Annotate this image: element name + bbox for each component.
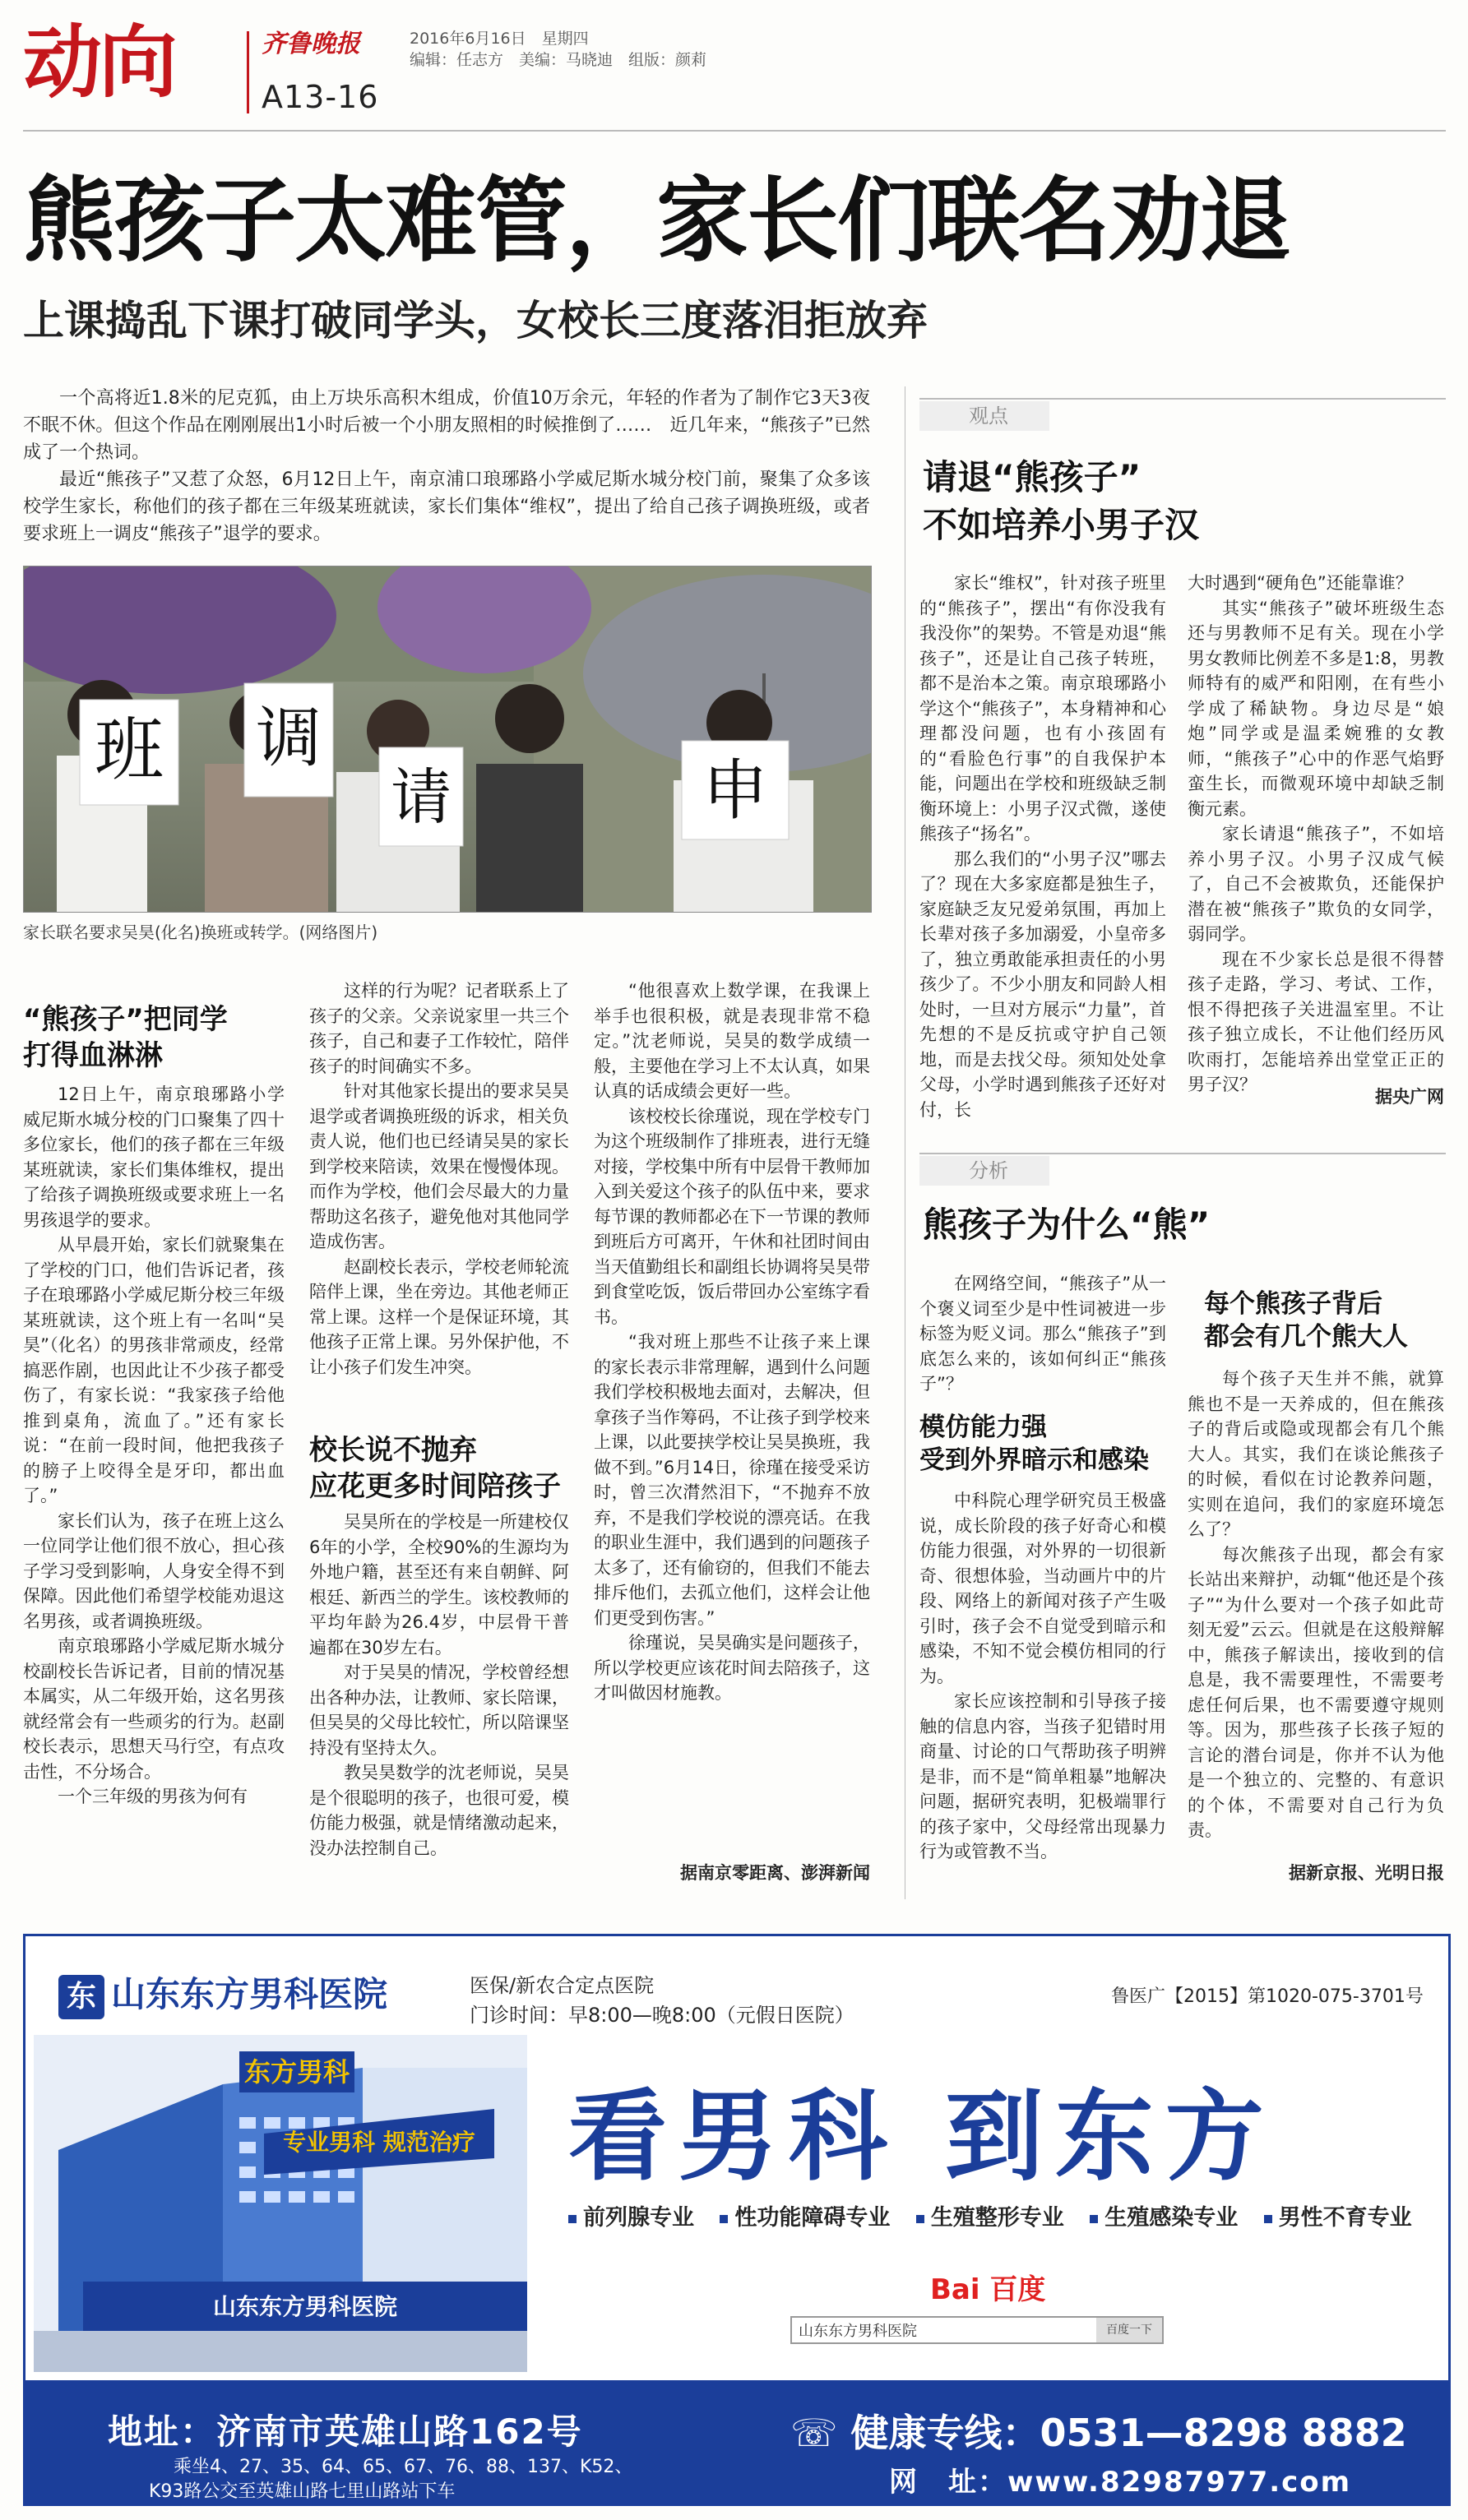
opinion-title-line: 不如培养小男子汉 — [923, 505, 1200, 545]
masthead-divider — [247, 31, 249, 113]
analysis-subtitle — [919, 1411, 1166, 1477]
analysis-tab: 分析 — [919, 1156, 1049, 1186]
subtitle-line: 每个熊孩子背后 — [1204, 1289, 1382, 1319]
paragraph: 从早晨开始，家长们就聚集在了学校的门口，他们告诉记者，孩子在琅琊路小学威尼斯分校三年级某班就读，这个班上有一名叫“吴昊”（化名）的男孩非常顽皮，经常搞恶作剧，也因此让不少孩子都受伤了，有家长说：“我家孩子给他推到桌角，流血了。”还有家长说：“在前一段时间，他把我孩子的膀子上咬得全是牙印，都出血了。” — [23, 1235, 285, 1505]
analysis-header — [919, 1153, 1446, 1183]
insurance-designation: 医保/新农合定点医院 — [470, 1974, 655, 1997]
service-item: 生殖感染专业 — [1090, 2205, 1238, 2231]
paragraph: 赵副校长表示，学校老师轮流陪伴上课，坐在旁边。其他老师正常上课。这样一个是保证环境，其他孩子正常上课。另外保护他，不让小孩子们发生冲突。 — [309, 1256, 569, 1377]
analysis-column-1 — [919, 1488, 1166, 1865]
service-item: 男性不育专业 — [1264, 2205, 1412, 2231]
analysis-subtitle — [1204, 1288, 1444, 1353]
paragraph: 徐瑾说，吴昊确实是问题孩子，所以学校更应该花时间去陪孩子，这才叫做因材施教。 — [594, 1633, 870, 1703]
section-title — [309, 1432, 569, 1505]
banner-text: 专业男科 规范治疗 — [283, 2129, 475, 2156]
editors-line: 编辑：任志方 美编：马晓迪 组版：颜莉 — [410, 51, 707, 69]
advertisement — [23, 1934, 1451, 2506]
paragraph: 每个孩子天生并不熊，就算熊也不是一天养成的，但在熊孩子的背后或隐或现都会有几个熊大人。其实，我们在谈论熊孩子的时候，看似在讨论教养问题，实则在追问，我们的家庭环境怎么了？ — [1188, 1369, 1444, 1539]
subheadline: 上课捣乱下课打破同学头，女校长三度落泪拒放弃 — [23, 297, 928, 344]
ad-footer-bar — [25, 2380, 1448, 2504]
analysis-column-2 — [1188, 1366, 1444, 1843]
entrance-sign: 山东东方男科医院 — [212, 2293, 398, 2320]
paragraph: 吴昊所在的学校是一所建校仅6年的小学，全校90%的生源均为外地户籍，甚至还有来自朝鲜、阿根廷、新西兰的学生。该校教师的平均年龄为26.4岁，中层骨干普遍都在30岁左右。 — [309, 1512, 569, 1658]
headline: 熊孩子太难管，家长们联名劝退 — [23, 168, 1290, 275]
paragraph: 那么我们的“小男子汉”哪去了？现在大多家庭都是独生子，家庭缺乏友兄爱弟氛围，再加上长辈对孩子多加溺爱，小皇帝多了，独立勇敢能承担责任的小男孩少了。不少小朋友和同龄人相处时，一旦对方展示“力量”，首先想的不是反抗或守护自己领地，而是去找父母。须知处处拿父母，小学时遇到熊孩子还好对付，长 — [919, 848, 1166, 1120]
paragraph: 南京琅琊路小学威尼斯水城分校副校长告诉记者，目前的情况基本属实，从二年级开始，这名男孩就经常会有一些顽劣的行为。赵副校长表示，思想天马行空，有点攻击性，不分场合。 — [23, 1636, 285, 1782]
sign-char: 班 — [94, 710, 164, 790]
website: 网 址：www.82987977.com — [889, 2466, 1352, 2499]
building-illustration — [34, 2035, 527, 2372]
sign-char: 申 — [702, 752, 768, 829]
baidu-logo: Bai 百度 — [930, 2273, 1046, 2306]
paragraph: 家长请退“熊孩子”，不如培养小男子汉。小男子汉成气候了，自己不会被欺负，还能保护潜在被“熊孩子”欺负的女同学，弱同学。 — [1188, 824, 1444, 944]
sign-char: 调 — [256, 700, 322, 776]
bus-route: K93路公交至英雄山路七里山路站下车 — [149, 2481, 456, 2502]
hospital-logo-icon: 东 — [58, 1975, 104, 2019]
article-column-1 — [23, 1082, 285, 1810]
section-title-line: 校长说不抛弃 — [309, 1434, 477, 1467]
building-sign: 东方男科 — [243, 2056, 350, 2088]
paragraph: 其实“熊孩子”破坏班级生态还与男教师不足有关。现在小学男女教师比例差不多是1:8，男教师特有的威严和阳刚，在有些小学成了稀缺物。身边尽是“娘炮”同学或是温柔婉雅的女教师，“熊孩子”心中的作恶气焰野蛮生长，而微观环境中却缺乏制衡元素。 — [1188, 598, 1444, 819]
service-item: 生殖整形专业 — [916, 2205, 1064, 2231]
paragraph: 12日上午，南京琅琊路小学威尼斯水城分校的门口聚集了四十多位家长，他们的孩子都在三年级某班就读，家长们集体维权，提出了给孩子调换班级或要求班上一名男孩退学的要求。 — [23, 1084, 285, 1230]
paragraph: “他很喜欢上数学课，在我课上举手也很积极，就是表现非常不稳定。”沈老师说，吴昊的数学成绩一般，主要他在学习上不太认真，如果认真的话成绩会更好一些。 — [594, 981, 870, 1101]
section-tag: 动向 — [23, 16, 174, 109]
paragraph: 家长“维权”，针对孩子班里的“熊孩子”，摆出“有你没我有我没你”的架势。不管是劝退“熊孩子”，还是让自己孩子转班，都不是治本之策。南京琅琊路小学这个“熊孩子”，本身精神和心理都没问题，也有小孩固有的“看脸色行事”的自我保护本能，问题出在学校和班级缺乏制衡环境上：小男子汉式微，遂使熊孩子“扬名”。 — [919, 573, 1166, 844]
section-title-line: “熊孩子”把同学 — [23, 1003, 228, 1036]
paragraph: 针对其他家长提出的要求吴昊退学或者调换班级的诉求，相关负责人说，他们也已经请吴昊的家长到学校来陪读，效果在慢慢体现。而作为学校，他们会尽最大的力量帮助这名孩子，避免他对其他同学造成伤害。 — [309, 1081, 569, 1251]
section-title — [23, 1001, 278, 1074]
opinion-title-line: 请退“熊孩子” — [923, 457, 1142, 497]
protest-photo — [24, 566, 871, 912]
opinion-header — [919, 398, 1446, 428]
opinion-source: 据央广网 — [1375, 1087, 1444, 1107]
opinion-column-1 — [919, 571, 1166, 1122]
article-source: 据南京零距离、澎湃新闻 — [680, 1863, 870, 1883]
bus-route: 乘坐4、27、35、64、65、67、76、88、137、K52、 — [174, 2457, 633, 2477]
paragraph: 每次熊孩子出现，都会有家长站出来辩护，动辄“他还是个孩子”“为什么要对一个孩子如此苛刻无爱”云云。但就是在这般辩解中，熊孩子解读出，接收到的信息是，我不需要理性，不需要考虑任何后果，也不需要遵守规则等。因为，那些孩子长孩子短的言论的潜台词是，你并不认为他是一个独立的、完整的、有意识的个体，不需要对自己行为负责。 — [1188, 1544, 1444, 1840]
section-title-line: 应花更多时间陪孩子 — [309, 1470, 561, 1503]
paragraph: 在网络空间，“熊孩子”从一个褒义词至少是中性词被进一步标签为贬义词。那么“熊孩子”到底怎么来的，该如何纠正“熊孩子”？ — [919, 1274, 1166, 1394]
paragraph: 教吴昊数学的沈老师说，吴昊是个很聪明的孩子，也很可爱，模仿能力极强，就是情绪激动起来，没办法控制自己。 — [309, 1763, 569, 1858]
paragraph: 该校校长徐瑾说，现在学校专门为这个班级制作了排班表，进行无缝对接，学校集中所有中层骨干教师加入到关爱这个孩子的队伍中来，要求每节课的教师都必在下一节课的教师到班后方可离开，午休和社团时间由当天值勤组长和副组长协调将吴昊带到食堂吃饭，饭后带回办公室练字看书。 — [594, 1106, 870, 1327]
address: 地址：济南市英雄山路162号 — [108, 2411, 583, 2452]
hospital-logo — [58, 1967, 387, 2019]
clinic-hours: 门诊时间：早8:00—晚8:00（元假日医院） — [470, 2004, 854, 2027]
analysis-source: 据新京报、光明日报 — [1289, 1863, 1444, 1883]
paragraph: 家长应该控制和引导孩子接触的信息内容，当孩子犯错时用商量、讨论的口气帮助孩子明辨是非，而不是“简单粗暴”地解决问题，据研究表明，犯极端罪行的孩子家中，父母经常出现暴力行为或管教不当。 — [919, 1691, 1166, 1861]
paragraph: 家长们认为，孩子在班上这么一位同学让他们很不放心，担心孩子学习受到影响，人身安全得不到保障。因此他们希望学校能劝退这名男孩，或者调换班级。 — [23, 1510, 285, 1631]
search-button[interactable]: 百度一下 — [1096, 2318, 1162, 2342]
news-photo — [23, 566, 872, 913]
analysis-title: 熊孩子为什么“熊” — [923, 1205, 1211, 1245]
paragraph: 对于吴昊的情况，学校曾经想出各种办法，让教师、家长陪课，但吴昊的父母比较忙，所以陪课坚持没有坚持太久。 — [309, 1662, 569, 1758]
photo-caption: 家长联名要求吴昊(化名)换班或转学。(网络图片) — [23, 922, 378, 942]
article-column-2-top — [309, 978, 569, 1380]
service-list — [568, 2199, 1430, 2231]
ad-license: 鲁医广【2015】第1020-075-3701号 — [1111, 1986, 1424, 2007]
issue-date: 2016年6月16日 星期四 — [410, 30, 589, 48]
subtitle-line: 模仿能力强 — [919, 1413, 1047, 1442]
paragraph: 一个三年级的男孩为何有 — [58, 1787, 248, 1806]
analysis-intro — [919, 1271, 1166, 1397]
hotline-text: 健康专线：0531—8298 8882 — [850, 2411, 1407, 2455]
article-column-3 — [594, 978, 870, 1706]
hotline — [790, 2403, 1407, 2458]
paragraph: 大时遇到“硬角色”还能靠谁？ — [1188, 573, 1413, 593]
phone-icon: ☏ — [790, 2411, 851, 2455]
article-column-2-bottom — [309, 1510, 569, 1861]
page-number: A13-16 — [262, 79, 379, 115]
lead-text — [23, 385, 870, 548]
hospital-building-image — [34, 2035, 527, 2372]
search-input[interactable]: 山东东方男科医院 — [799, 2323, 917, 2340]
service-item: 前列腺专业 — [568, 2205, 694, 2231]
hospital-name: 山东东方男科医院 — [111, 1974, 388, 2014]
lead-paragraph: 最近“熊孩子”又惹了众怒，6月12日上午，南京浦口琅琊路小学威尼斯水城分校门前，聚集了众多该校学生家长，称他们的孩子都在三年级某班就读，家长们集体“维权”，提出了给自己孩子调换班级，或者要求班上一调皮“熊孩子”退学的要求。 — [23, 469, 870, 544]
masthead-rule — [23, 130, 1446, 132]
paragraph: 现在不少家长总是很不得替孩子走路，学习、考试、工作，恨不得把孩子关进温室里。不让孩子独立成长，不让他们经历风吹雨打，怎能培养出堂堂正正的男子汉？ — [1188, 949, 1444, 1094]
subtitle-line: 都会有几个熊大人 — [1204, 1322, 1408, 1352]
lead-paragraph: 一个高将近1.8米的尼克狐，由上万块乐高积木组成，价值10万余元，年轻的作者为了制作它3天3夜不眠不休。但这个作品在刚刚展出1小时后被一个小朋友照相的时候推倒了…… 近几年来，“熊孩子”已然成了一个热词。 — [23, 388, 870, 463]
service-item: 性功能障碍专业 — [720, 2205, 890, 2231]
paragraph: 这样的行为呢？记者联系上了孩子的父亲。父亲说家里一共三个孩子，自己和妻子工作较忙，陪伴孩子的时间确实不多。 — [309, 981, 569, 1076]
paragraph: 中科院心理学研究员王极盛说，成长阶段的孩子好奇心和模仿能力很强，对外界的一切很新奇、很想体验，当动画片中的片段、网络上的新闻对孩子产生吸引时，孩子会不自觉受到暗示和感染，不知不觉会模仿相同的行为。 — [919, 1491, 1166, 1686]
paper-name: 齐鲁晚报 — [262, 30, 360, 58]
section-title-line: 打得血淋淋 — [23, 1039, 163, 1072]
ad-slogan: 看男科 到东方 — [568, 2080, 1276, 2194]
opinion-column-2 — [1188, 571, 1444, 1098]
opinion-title — [923, 454, 1199, 549]
opinion-tab: 观点 — [919, 401, 1049, 431]
search-box[interactable] — [790, 2316, 1164, 2344]
paragraph: “我对班上那些不让孩子来上课的家长表示非常理解，遇到什么问题我们学校积极地去面对，去解决，但拿孩子当作筹码，不让孩子到学校来上课，以此要挟学校让吴昊换班，我做不到。”6月14日，徐瑾在接受采访时，曾三次潸然泪下，“不抛弃不放弃，不是我们学校说的漂亮话。在我的职业生涯中，我们遇到的问题孩子太多了，还有偷窃的，但我们不能去排斥他们，去孤立他们，这样会让他们更受到伤害。” — [594, 1332, 870, 1628]
sign-char: 请 — [391, 762, 452, 833]
subtitle-line: 受到外界暗示和感染 — [919, 1445, 1149, 1475]
